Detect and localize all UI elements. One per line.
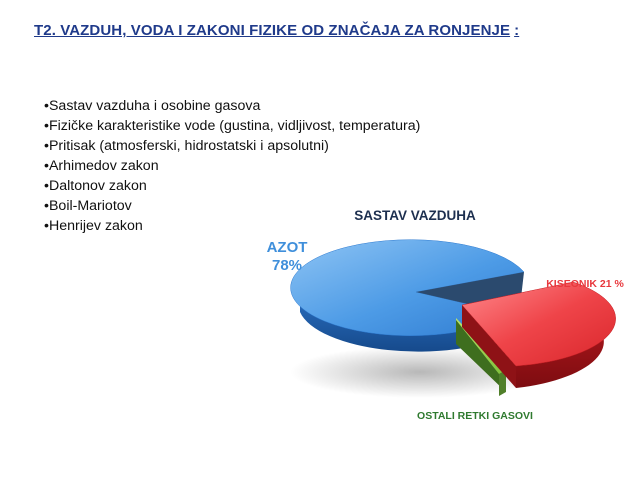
slide-title-text: T2. VAZDUH, VODA I ZAKONI FIZIKE OD ZNAČAJA ZA RONJENJE bbox=[34, 22, 511, 39]
bullet-marker: • bbox=[44, 118, 49, 134]
bullet-marker: • bbox=[44, 218, 49, 234]
azot-label: AZOT bbox=[266, 239, 308, 256]
bullet-marker: • bbox=[44, 198, 49, 214]
bullet-marker: • bbox=[44, 178, 49, 194]
topic-text: Boil-Mariotov bbox=[48, 198, 132, 214]
ostali-label: OSTALI RETKI GASOVI bbox=[417, 410, 533, 422]
topic-item bbox=[44, 116, 420, 136]
topic-item bbox=[44, 176, 420, 196]
topic-text: Henrijev zakon bbox=[48, 218, 143, 234]
bullet-marker: • bbox=[44, 98, 49, 114]
azot-value-label: 78% bbox=[271, 257, 303, 274]
chart-title: SASTAV VAZDUHA bbox=[354, 208, 476, 223]
topic-text: Fizičke karakteristike vode (gustina, vidljivost, temperatura) bbox=[48, 118, 421, 134]
bullet-marker: • bbox=[44, 138, 49, 154]
topic-text: Daltonov zakon bbox=[48, 178, 147, 194]
bullet-marker: • bbox=[44, 158, 49, 174]
topic-item bbox=[44, 136, 420, 156]
topic-item bbox=[44, 96, 420, 116]
slide-title-colon: : bbox=[514, 22, 520, 39]
kiseonik-label: KISEONIK 21 % bbox=[546, 278, 624, 290]
topic-text: Arhimedov zakon bbox=[48, 158, 159, 174]
topic-text: Pritisak (atmosferski, hidrostatski i apsolutni) bbox=[48, 138, 329, 154]
slide-title bbox=[34, 22, 519, 39]
topic-item bbox=[44, 156, 420, 176]
air-composition-pie-chart bbox=[250, 196, 635, 436]
topic-text: Sastav vazduha i osobine gasova bbox=[48, 98, 261, 114]
